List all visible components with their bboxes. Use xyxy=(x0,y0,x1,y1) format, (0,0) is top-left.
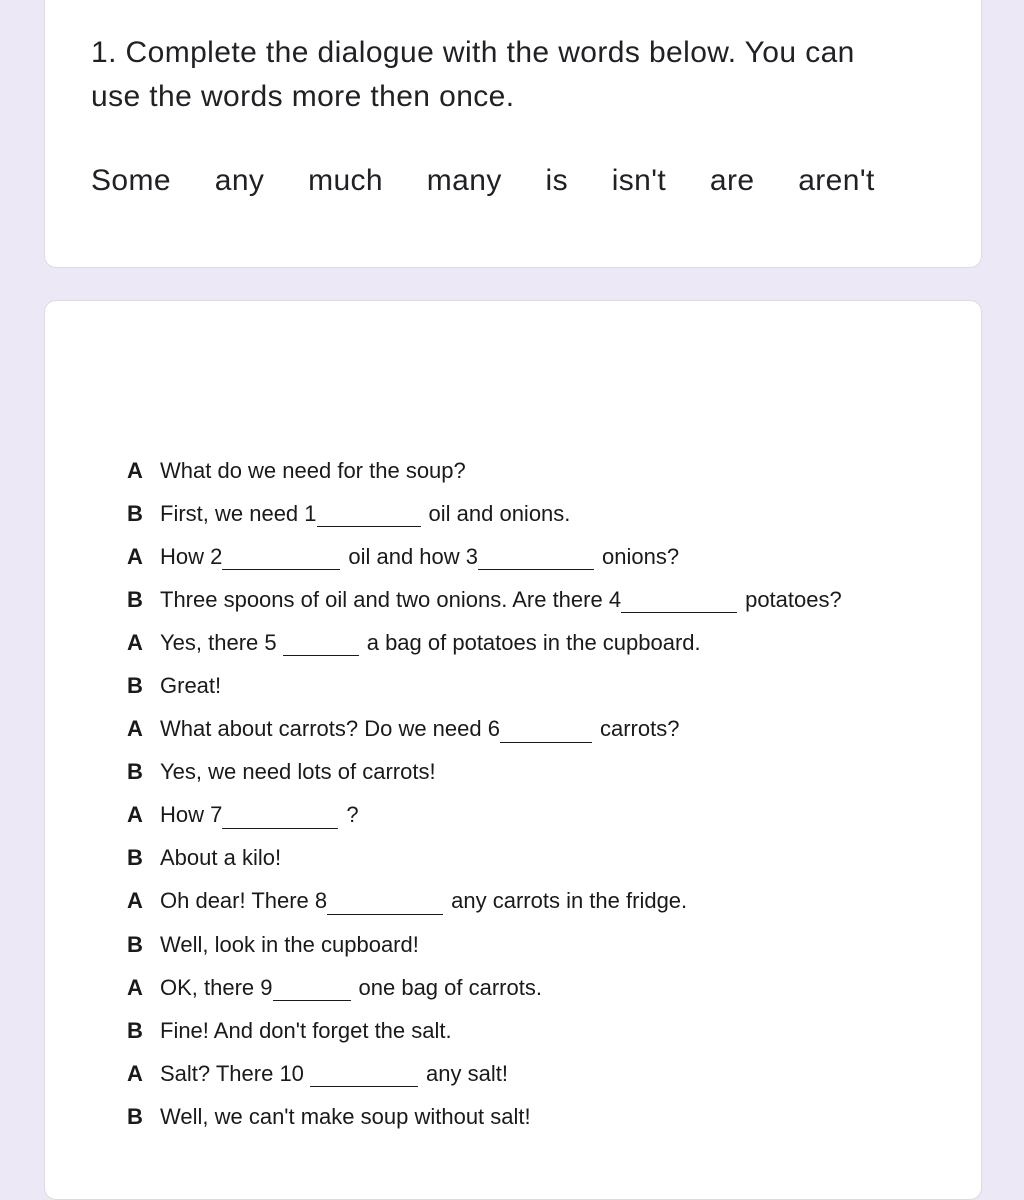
dialogue-text: Yes, we need lots of carrots! xyxy=(160,759,436,785)
answer-blank xyxy=(273,980,351,1001)
dialogue-line xyxy=(127,880,842,923)
word-bank-item: Some xyxy=(91,164,171,197)
speaker-label: A xyxy=(127,1060,143,1086)
dialogue-text: What about carrots? Do we need 6 xyxy=(160,716,500,742)
word-bank xyxy=(91,159,910,203)
dialogue-line xyxy=(127,751,842,794)
dialogue-line xyxy=(127,578,842,621)
dialogue-line xyxy=(127,492,842,535)
speaker-label: B xyxy=(127,500,143,526)
dialogue-text: What do we need for the soup? xyxy=(160,457,466,483)
word-bank-item: aren't xyxy=(798,164,875,197)
speaker-label: A xyxy=(127,629,143,655)
dialogue-text: any salt! xyxy=(426,1060,508,1086)
question-card xyxy=(44,0,982,268)
dialogue-text: Oh dear! There 8 xyxy=(160,888,328,914)
speaker-label: B xyxy=(127,586,143,612)
speaker-label: B xyxy=(127,931,143,957)
dialogue-text: one bag of carrots. xyxy=(358,974,542,1000)
dialogue-text: Three spoons of oil and two onions. Are there 4 xyxy=(160,586,622,612)
dialogue-line xyxy=(127,664,842,707)
answer-blank xyxy=(222,808,338,829)
speaker-label: B xyxy=(127,759,143,785)
dialogue-line xyxy=(127,535,842,578)
dialogue-line xyxy=(127,449,842,492)
answer-blank xyxy=(500,722,592,743)
word-bank-item: isn't xyxy=(611,164,667,197)
dialogue-text: OK, there 9 xyxy=(160,974,273,1000)
answer-blank xyxy=(310,1066,418,1087)
dialogue-line xyxy=(127,794,842,837)
dialogue-line xyxy=(127,1095,842,1138)
answer-blank xyxy=(478,549,594,570)
dialogue-text: oil and onions. xyxy=(428,500,571,526)
dialogue-image xyxy=(127,449,842,1139)
speaker-label: A xyxy=(127,543,143,569)
speaker-label: A xyxy=(127,457,143,483)
speaker-label: B xyxy=(127,1103,143,1129)
dialogue-text: ? xyxy=(346,802,359,828)
dialogue-text: Salt? There 10 xyxy=(160,1060,311,1086)
dialogue-text: Great! xyxy=(160,673,222,699)
dialogue-line xyxy=(127,1009,842,1052)
speaker-label: A xyxy=(127,888,143,914)
dialogue-text: any carrots in the fridge. xyxy=(451,888,688,914)
speaker-label: A xyxy=(127,802,143,828)
dialogue-text: Fine! And don't forget the salt. xyxy=(160,1017,452,1043)
dialogue-text: carrots? xyxy=(599,716,680,742)
dialogue-text: Yes, there 5 xyxy=(160,629,283,655)
dialogue-line xyxy=(127,837,842,880)
word-bank-item: is xyxy=(545,164,568,197)
answer-blank xyxy=(327,894,443,915)
answer-blank xyxy=(317,506,421,527)
dialogue-text: potatoes? xyxy=(745,586,842,612)
speaker-label: A xyxy=(127,716,143,742)
word-bank-item: any xyxy=(214,164,265,197)
speaker-label: B xyxy=(127,845,143,871)
question-title: 1. Complete the dialogue with the words below. You can use the words more then once. xyxy=(91,36,855,113)
word-bank-item: much xyxy=(308,164,384,197)
dialogue-line xyxy=(127,708,842,751)
answer-blank xyxy=(283,635,359,656)
dialogue-text: oil and how 3 xyxy=(348,543,479,569)
dialogue-line xyxy=(127,923,842,966)
speaker-label: A xyxy=(127,974,143,1000)
dialogue-text: About a kilo! xyxy=(160,845,282,871)
speaker-label: B xyxy=(127,1017,143,1043)
answer-blank xyxy=(621,592,737,613)
dialogue-text: onions? xyxy=(602,543,680,569)
dialogue-line xyxy=(127,621,842,664)
dialogue-line xyxy=(127,1052,842,1095)
dialogue-text: Well, we can't make soup without salt! xyxy=(160,1103,531,1129)
word-bank-item: many xyxy=(426,164,502,197)
dialogue-text: a bag of potatoes in the cupboard. xyxy=(366,629,701,655)
dialogue-text: How 2 xyxy=(160,543,223,569)
word-bank-item: are xyxy=(709,164,755,197)
dialogue-line xyxy=(127,966,842,1009)
dialogue-text: How 7 xyxy=(160,802,223,828)
speaker-label: B xyxy=(127,673,143,699)
dialogue-text: First, we need 1 xyxy=(160,500,317,526)
dialogue-text: Well, look in the cupboard! xyxy=(160,931,419,957)
answer-blank xyxy=(222,549,340,570)
